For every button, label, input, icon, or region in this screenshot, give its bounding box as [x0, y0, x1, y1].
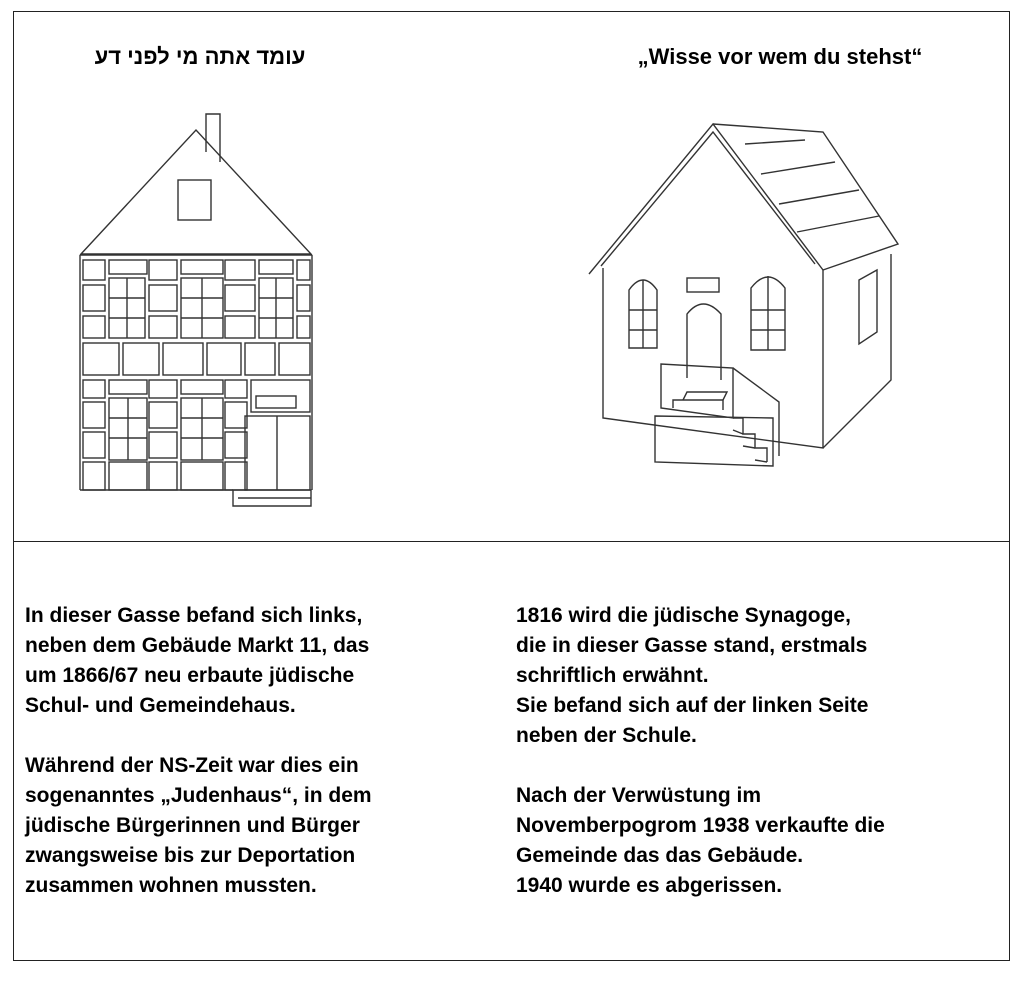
german-heading: „Wisse vor wem du stehst“ [637, 44, 923, 69]
text-line: Schul- und Gemeindehaus. [25, 694, 296, 717]
right-paragraph-1 [516, 601, 996, 751]
right-paragraph-2 [516, 781, 996, 901]
synagogue-drawing [583, 118, 903, 473]
hebrew-heading: עומד אתה מי לפני דע [94, 44, 306, 69]
section-divider [13, 541, 1010, 542]
text-line: zwangsweise bis zur Deportation [25, 844, 356, 867]
text-line: Während der NS-Zeit war dies ein [25, 754, 359, 777]
text-line: um 1866/67 neu erbaute jüdische [25, 664, 355, 687]
text-line: Nach der Verwüstung im [516, 784, 762, 807]
text-line: schriftlich erwähnt. [516, 664, 709, 687]
text-line: 1940 wurde es abgerissen. [516, 874, 783, 897]
school-house-drawing [75, 110, 320, 525]
left-text-column [25, 601, 495, 931]
text-line: Sie befand sich auf der linken Seite [516, 694, 869, 717]
right-text-column [516, 601, 996, 931]
text-line: jüdische Bürgerinnen und Bürger [25, 814, 360, 837]
left-paragraph-2 [25, 751, 495, 901]
text-line: In dieser Gasse befand sich links, [25, 604, 363, 627]
text-line: neben der Schule. [516, 724, 697, 747]
text-line: neben dem Gebäude Markt 11, das [25, 634, 370, 657]
text-line: 1816 wird die jüdische Synagoge, [516, 604, 851, 627]
text-line: Gemeinde das das Gebäude. [516, 844, 804, 867]
text-line: sogenanntes „Judenhaus“, in dem [25, 784, 372, 807]
left-paragraph-1 [25, 601, 495, 721]
text-line: die in dieser Gasse stand, erstmals [516, 634, 868, 657]
text-line: Novemberpogrom 1938 verkaufte die [516, 814, 885, 837]
text-line: zusammen wohnen mussten. [25, 874, 317, 897]
